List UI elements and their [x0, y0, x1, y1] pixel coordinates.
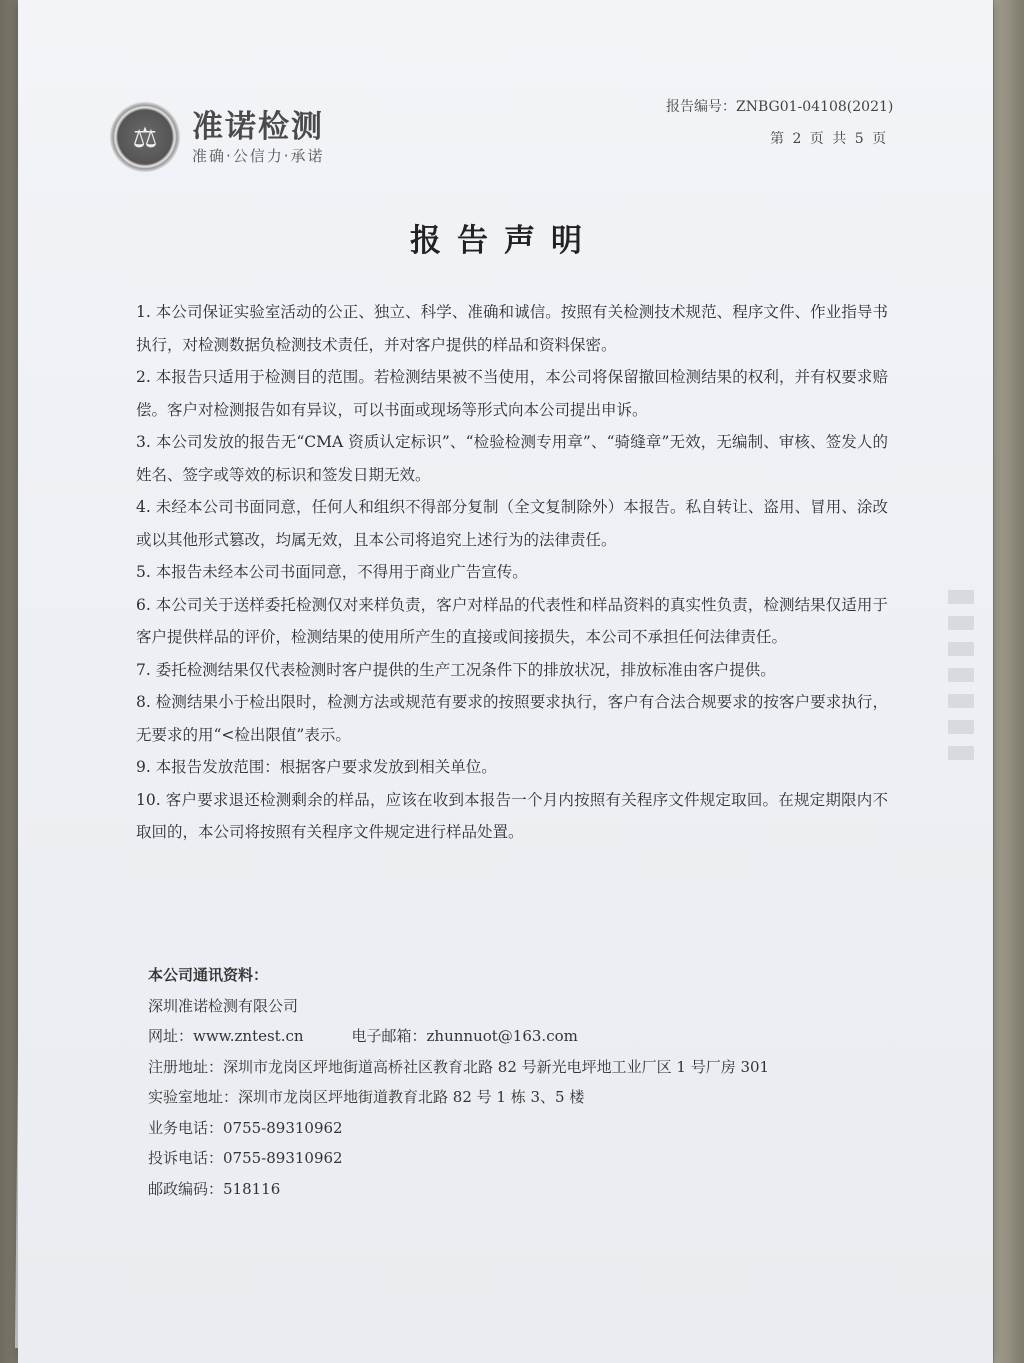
- company-name: 准诺检测: [192, 108, 324, 145]
- company-slogan: 准确·公信力·承诺: [192, 146, 325, 165]
- contact-postcode: 邮政编码：518116: [148, 1179, 281, 1198]
- contact-website: 网址：www.zntest.cn: [148, 1027, 304, 1045]
- clause-7: 7. 委托检测结果仅代表检测时客户提供的生产工况条件下的排放状况，排放标准由客户提供。: [136, 660, 776, 679]
- contact-email: 电子邮箱：zhunnuot@163.com: [351, 1027, 578, 1045]
- page-info: 第 2 页 共 5 页: [770, 131, 889, 147]
- scales-seal-icon: ⚖: [110, 102, 180, 172]
- contact-heading: 本公司通讯资料：: [148, 966, 269, 984]
- clause-1: 1. 本公司保证实验室活动的公正、独立、科学、准确和诚信。按照有关检测技术规范、程序文件、作业指导书执行，对检测数据负检测技术责任，并对客户提供的样品和资料保密。: [136, 303, 888, 354]
- declaration-clauses: [136, 296, 888, 849]
- clause-5: 5. 本报告未经本公司书面同意，不得用于商业广告宣传。: [136, 563, 528, 581]
- contact-company: 深圳准诺检测有限公司: [148, 996, 299, 1015]
- logo-text: [192, 109, 325, 166]
- desk-surface-right: [994, 0, 1024, 1363]
- contact-complaint-phone: 投诉电话：0755-89310962: [148, 1149, 343, 1167]
- contact-business-phone: 业务电话：0755-89310962: [148, 1118, 343, 1137]
- report-page: [18, 0, 993, 1363]
- contact-lab-address: 实验室地址：深圳市龙岗区坪地街道教育北路 82 号 1 栋 3、5 楼: [148, 1088, 585, 1106]
- clause-6: 6. 本公司关于送样委托检测仅对来样负责，客户对样品的代表性和样品资料的真实性负责，检测结果仅适用于客户提供样品的评价，检测结果的使用所产生的直接或间接损失，本公司不承担任何法律责任。: [136, 595, 888, 646]
- clause-4: 4. 未经本公司书面同意，任何人和组织不得部分复制（全文复制除外）本报告。私自转让、盗用、冒用、涂改或以其他形式篡改，均属无效，且本公司将追究上述行为的法律责任。: [136, 498, 888, 549]
- contact-info: [148, 960, 769, 1204]
- clause-8: 8. 检测结果小于检出限时，检测方法或规范有要求的按照要求执行，客户有合法合规要求的按客户要求执行，无要求的用“<检出限值”表示。: [136, 693, 888, 744]
- contact-web-email-row: [148, 1021, 769, 1052]
- company-logo: [110, 100, 325, 174]
- report-number: 报告编号：ZNBG01-04108(2021): [666, 99, 894, 115]
- contact-registered-address: 注册地址：深圳市龙岗区坪地街道高桥社区教育北路 82 号新光电坪地工业厂区 1 号厂房 301: [148, 1057, 770, 1076]
- clause-2: 2. 本报告只适用于检测目的范围。若检测结果被不当使用，本公司将保留撤回检测结果的权利，并有权要求赔偿。客户对检测报告如有异议，可以书面或现场等形式向本公司提出申诉。: [136, 368, 888, 419]
- clause-10: 10. 客户要求退还检测剩余的样品，应该在收到本报告一个月内按照有关程序文件规定取回。在规定期限内不取回的，本公司将按照有关程序文件规定进行样品处置。: [136, 790, 888, 841]
- page-title: 报告声明: [410, 223, 598, 259]
- clause-9: 9. 本报告发放范围：根据客户要求发放到相关单位。: [136, 758, 497, 776]
- clause-3: 3. 本公司发放的报告无“CMA 资质认定标识”、“检验检测专用章”、“骑缝章”无效，无编制、审核、签发人的姓名、签字或等效的标识和签发日期无效。: [136, 433, 888, 484]
- bleed-through-marks: [948, 590, 974, 760]
